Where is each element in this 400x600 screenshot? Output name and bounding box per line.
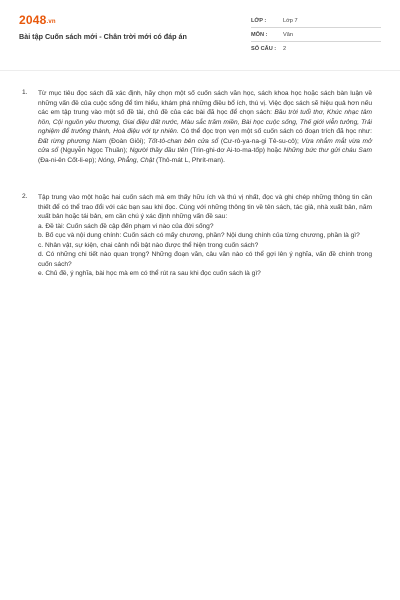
meta-key: SỐ CÂU : — [251, 45, 277, 52]
question-2-item-b: b. Bố cục và nội dung chính: Cuốn sách có mấy chương, phần? Nội dung chính của từng chương, phần là gì? — [38, 232, 360, 239]
meta-table — [251, 14, 381, 55]
meta-key: MÔN : — [251, 28, 281, 42]
question-2 — [22, 193, 372, 279]
italic-segment: Nóng, Phẳng, Chật — [98, 156, 155, 164]
worksheet-content — [22, 89, 372, 279]
meta-key: LỚP : — [251, 14, 281, 28]
question-2-item-d: d. Có những chi tiết nào quan trọng? Những đoạn văn, câu văn nào có thể gợi lên ý nghĩa, vấn đề chính trong cuốn sách? — [38, 251, 372, 268]
italic-segment: Đất rừng phương Nam — [38, 137, 107, 145]
document-title: Bài tập Cuốn sách mới - Chân trời mới có đáp án — [19, 32, 187, 41]
question-number: 1. — [22, 89, 28, 96]
text-segment: (Đa-ni-ên Cốt-li-ep); — [38, 156, 99, 164]
text-segment: (Trin-ghi-dơ Ai-to-ma-tốp) hoặc — [188, 147, 284, 154]
italic-segment: Những bức thư gửi cháu Sam — [283, 147, 372, 154]
italic-segment: Bầu trời tuổi thơ, Khúc nhạc tâm hồn, Cội nguồn yêu thương, Giai điệu đất nước, Màu sắc trăm miền, Bài học cuộc sống, Thế giới viễn tưởng, Trải nghiệm để trưởng thành, Hoà điệu với tự nhiên. — [38, 109, 372, 135]
page-header — [0, 0, 400, 70]
meta-value: 2 — [283, 45, 287, 52]
text-segment: (Đoàn Giỏi); — [106, 137, 148, 145]
text-segment: (Nguyễn Ngọc Thuần); — [58, 147, 130, 154]
site-logo[interactable] — [19, 13, 56, 27]
text-segment: (Cư-rô-ya-na-gi Tê-su-cô); — [218, 137, 302, 145]
italic-segment: Tốt-tô-chan bên cửa sổ — [147, 137, 219, 145]
italic-segment: Vừa nhắm mắt vừa mở cửa sổ — [38, 137, 372, 154]
meta-row-subject — [251, 28, 381, 42]
logo-suffix: .vn — [46, 19, 56, 25]
question-2-item-a: a. Đề tài: Cuốn sách đề cập đến phạm vi nào của đời sống? — [38, 222, 214, 230]
meta-row-class — [251, 14, 381, 28]
meta-row-count — [251, 42, 381, 56]
meta-value: Lớp 7 — [281, 14, 381, 28]
question-number: 2. — [22, 193, 28, 200]
text-segment: (Thô-mát L, Phrít-man). — [154, 156, 225, 164]
text-segment: Có thể đọc trọn vẹn một số cuốn sách có đoạn trích đã học như: — [178, 128, 372, 135]
question-1-text — [38, 89, 372, 165]
question-2-intro: Tập trung vào một hoặc hai cuốn sách mà em thấy hữu ích và thú vị nhất, đọc và ghi chép những thông tin cần thiết để có thể trao đổi với các bạn sau khi đọc. Cùng với những thông tin về tên sách, tác giả, nhà xuất bản, năm xuất bản hoặc tái bản, em cần chú ý xác định những vấn đề sau: — [38, 194, 372, 220]
question-2-item-c: c. Nhân vật, sự kiện, chai cảnh nổi bật nào được thể hiện trong cuốn sách? — [38, 241, 259, 249]
text-segment: Từ mục tiêu đọc sách đã xác định, hãy chọn một số cuốn sách văn học, sách khoa học hoặc sách bàn luận về những vấn đề của cuộc sống để tìm hiểu, khám phá những điều bổ ích, thú vị. Việc đọc sách sẽ hiệu quả hơn nếu các em tập trung vào một số đề tài, chủ đề của các bài đã học để chọn sách: — [38, 90, 372, 116]
question-2-item-e: e. Chủ đề, ý nghĩa, bài học mà em có thể rút ra sau khi đọc cuốn sách là gì? — [38, 270, 261, 277]
meta-value: Văn — [281, 28, 381, 42]
question-1 — [22, 89, 372, 165]
logo-text: 2048 — [19, 13, 47, 27]
header-divider — [0, 70, 400, 71]
italic-segment: Người thầy đầu tiên — [129, 147, 189, 154]
